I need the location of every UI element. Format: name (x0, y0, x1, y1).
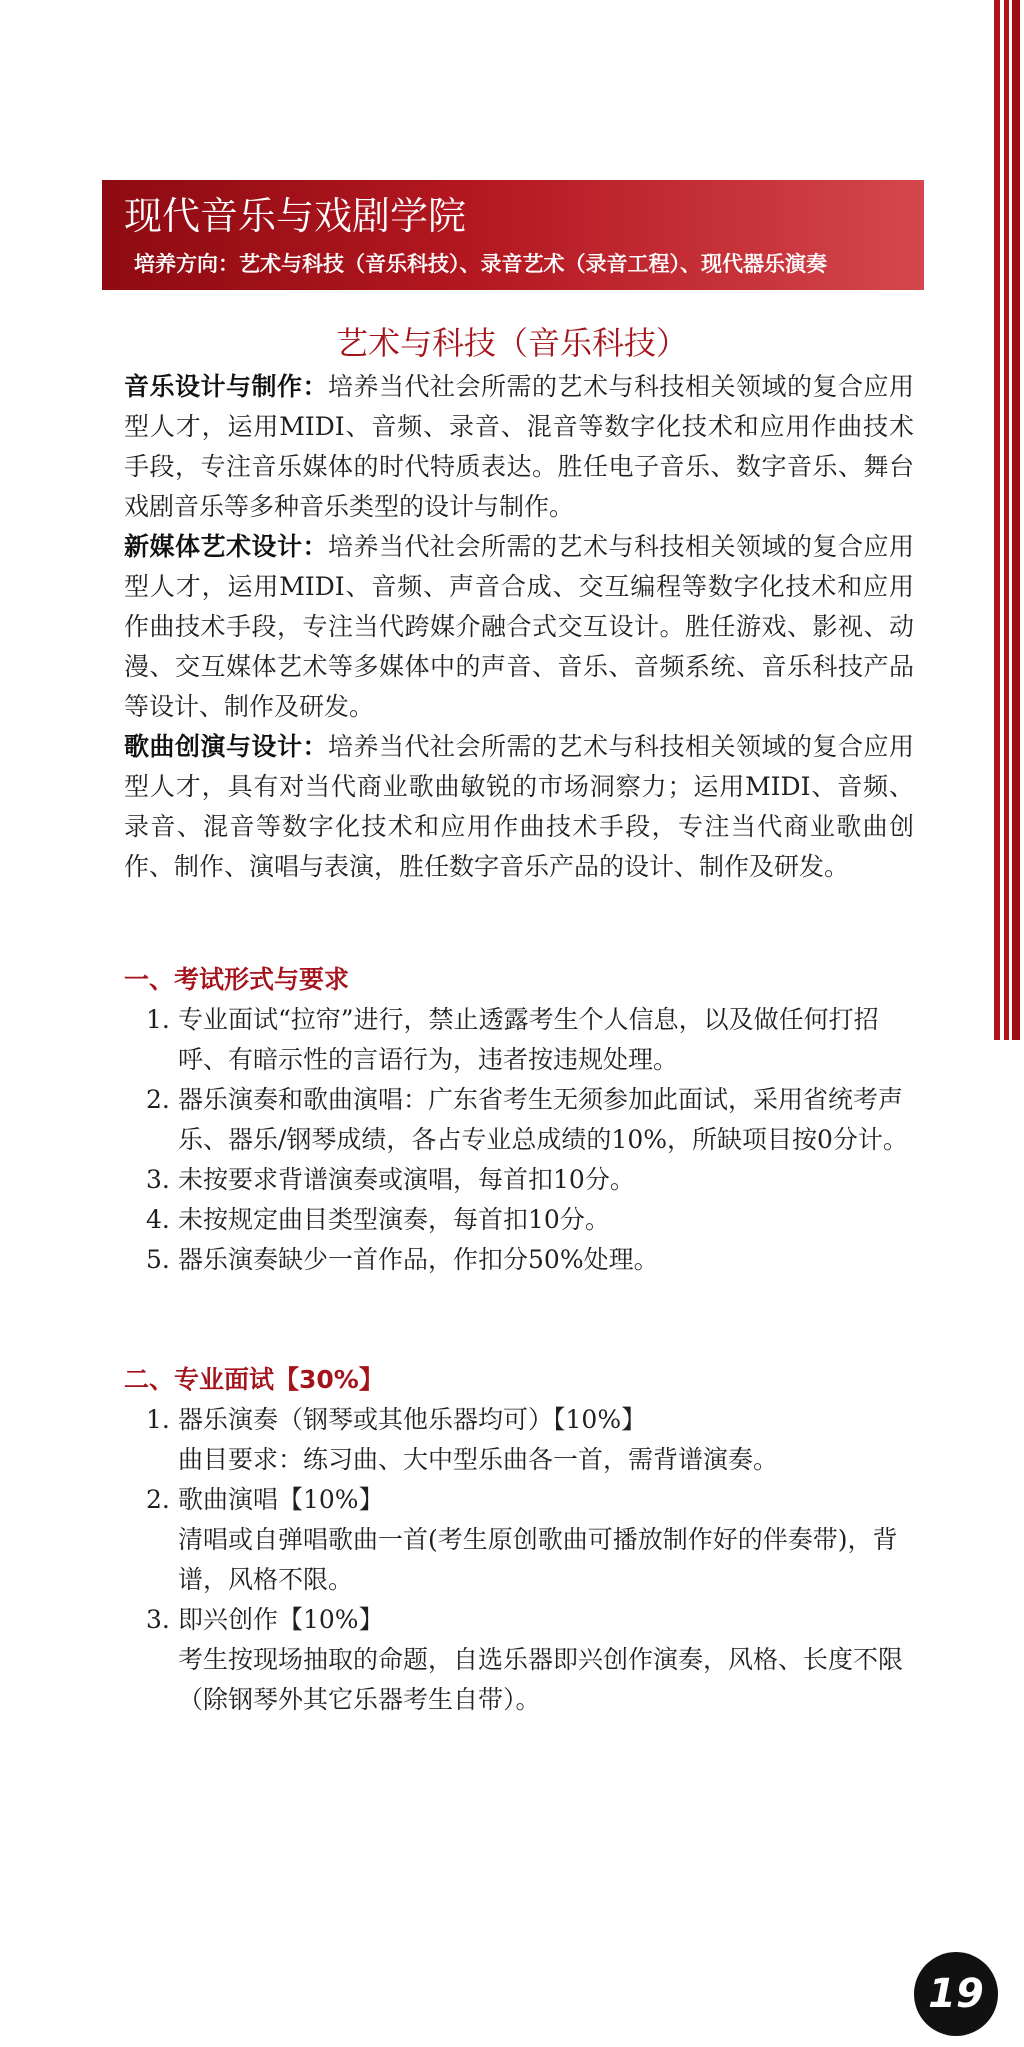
school-name: 现代音乐与戏剧学院 (124, 194, 467, 238)
list-item (146, 1080, 916, 1160)
side-decoration-bars (994, 0, 1024, 1040)
list-item (146, 1200, 916, 1240)
item-number: 3. (146, 1605, 170, 1634)
item-detail: 曲目要求：练习曲、大中型乐曲各一首，需背谱演奏。 (178, 1445, 779, 1474)
interview-list (146, 1400, 916, 1720)
item-detail: 考生按现场抽取的命题，自选乐器即兴创作演奏，风格、长度不限（除钢琴外其它乐器考生自带）。 (178, 1645, 904, 1714)
side-bar (994, 0, 1000, 1040)
item-text: 器乐演奏（钢琴或其他乐器均可）【10%】 (178, 1405, 647, 1434)
side-bar (1012, 0, 1020, 1040)
item-number: 1. (146, 1005, 170, 1034)
item-text: 歌曲演唱【10%】 (178, 1485, 384, 1514)
list-item (146, 1240, 916, 1280)
list-item (146, 1160, 916, 1200)
item-number: 3. (146, 1165, 170, 1194)
major-text: 培养当代社会所需的艺术与科技相关领域的复合应用型人才，运用MIDI、音频、录音、混音等数字化技术和应用作曲技术手段，专注音乐媒体的时代特质表达。胜任电子音乐、数字音乐、舞台戏剧音乐等多种音乐类型的设计与制作。 (124, 372, 914, 521)
section-title: 艺术与科技（音乐科技） (335, 324, 688, 362)
item-text: 未按规定曲目类型演奏，每首扣10分。 (178, 1205, 610, 1234)
item-number: 1. (146, 1405, 170, 1434)
list-item (146, 1600, 916, 1720)
interview-title: 二、专业面试【30%】 (124, 1365, 384, 1394)
major-paragraph (124, 367, 914, 527)
item-text: 未按要求背谱演奏或演唱，每首扣10分。 (178, 1165, 635, 1194)
page-number-badge: 19 (914, 1952, 998, 2036)
list-item (146, 1400, 916, 1480)
item-number: 4. (146, 1205, 170, 1234)
list-item (146, 1000, 916, 1080)
major-term: 新媒体艺术设计： (124, 532, 328, 561)
exam-form-list (146, 1000, 916, 1280)
item-text: 器乐演奏和歌曲演唱：广东省考生无须参加此面试，采用省统考声乐、器乐/钢琴成绩，各占专业总成绩的10%，所缺项目按0分计。 (178, 1085, 908, 1154)
list-item (146, 1480, 916, 1600)
training-directions: 培养方向：艺术与科技（音乐科技）、录音艺术（录音工程）、现代器乐演奏 (134, 252, 827, 276)
item-text: 专业面试“拉帘”进行，禁止透露考生个人信息，以及做任何打招呼、有暗示性的言语行为，违者按违规处理。 (178, 1005, 879, 1074)
major-term: 音乐设计与制作： (124, 372, 328, 401)
major-term: 歌曲创演与设计： (124, 732, 328, 761)
majors-description (124, 367, 914, 887)
header-banner (102, 180, 924, 290)
item-number: 2. (146, 1085, 170, 1114)
item-number: 2. (146, 1485, 170, 1514)
major-text: 培养当代社会所需的艺术与科技相关领域的复合应用型人才，运用MIDI、音频、声音合成、交互编程等数字化技术和应用作曲技术手段，专注当代跨媒介融合式交互设计。胜任游戏、影视、动漫、交互媒体艺术等多媒体中的声音、音乐、音频系统、音乐科技产品等设计、制作及研发。 (124, 532, 914, 721)
side-bar (1004, 0, 1009, 1040)
major-paragraph (124, 527, 914, 727)
major-text: 培养当代社会所需的艺术与科技相关领域的复合应用型人才，具有对当代商业歌曲敏锐的市场洞察力；运用MIDI、音频、录音、混音等数字化技术和应用作曲技术手段，专注当代商业歌曲创作、制作、演唱与表演，胜任数字音乐产品的设计、制作及研发。 (124, 732, 914, 881)
item-number: 5. (146, 1245, 170, 1274)
item-detail: 清唱或自弹唱歌曲一首(考生原创歌曲可播放制作好的伴奏带)，背谱，风格不限。 (178, 1525, 898, 1594)
item-text: 器乐演奏缺少一首作品，作扣分50%处理。 (178, 1245, 659, 1274)
major-paragraph (124, 727, 914, 887)
exam-form-title: 一、考试形式与要求 (124, 965, 350, 994)
item-text: 即兴创作【10%】 (178, 1605, 384, 1634)
